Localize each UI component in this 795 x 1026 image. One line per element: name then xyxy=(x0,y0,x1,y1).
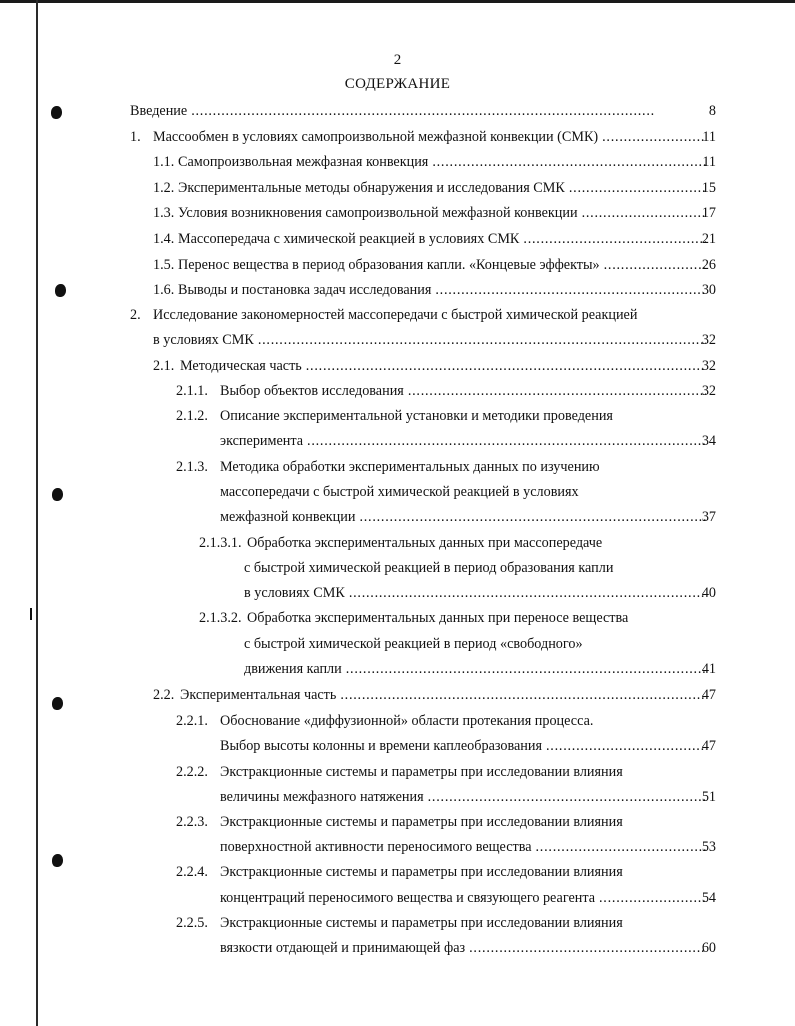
toc-entry-page: 41 xyxy=(701,661,716,677)
toc-entry-number: 1.3. xyxy=(153,205,175,221)
toc-entry-title[interactable]: Исследование закономерностей массопередачи с быстрой химической реакцией xyxy=(153,307,638,323)
toc-entry-number: 2.1.2. xyxy=(176,408,208,424)
toc-entry[interactable] xyxy=(220,938,710,958)
leader-dots xyxy=(432,152,706,172)
toc-entry-title: Массообмен в условиях самопроизвольной межфазной конвекции (СМК) xyxy=(153,129,599,145)
toc-entry-title-continued: в условиях СМК xyxy=(244,585,345,601)
toc-entry-title-continued: Выбор высоты колонны и времени каплеобразования xyxy=(220,738,543,754)
toc-entry-title-continued: с быстрой химической реакцией в период образования капли xyxy=(244,560,614,576)
toc-entry-page: 32 xyxy=(701,383,716,399)
toc-entry-title-continued: в условиях СМК xyxy=(153,332,254,348)
leader-dots xyxy=(604,255,706,275)
toc-entry[interactable] xyxy=(220,736,710,756)
toc-entry-title: Экспериментальная часть xyxy=(180,687,337,703)
toc-entry-title[interactable]: Экстракционные системы и параметры при исследовании влияния xyxy=(220,864,623,880)
toc-entry-title-continued: концентраций переносимого вещества и связующего реагента xyxy=(220,890,596,906)
toc-entry-number: 2.2.5. xyxy=(176,915,208,931)
leader-dots xyxy=(599,888,706,908)
page-title: СОДЕРЖАНИЕ xyxy=(344,76,451,92)
toc-entry-page: 32 xyxy=(701,332,716,348)
toc-entry[interactable] xyxy=(220,431,710,451)
leader-dots xyxy=(307,431,706,451)
toc-entry-number: 2.2. xyxy=(153,687,175,703)
toc-entry-page: 32 xyxy=(701,358,716,374)
toc-entry-title[interactable]: Обработка экспериментальных данных при массопередаче xyxy=(247,535,603,551)
toc-entry-page: 53 xyxy=(701,839,716,855)
leader-dots xyxy=(258,330,706,350)
toc-entry[interactable] xyxy=(180,685,710,705)
toc-entry[interactable] xyxy=(220,888,710,908)
toc-entry-page: 26 xyxy=(701,257,716,273)
toc-entry-page: 54 xyxy=(701,890,716,906)
leader-dots xyxy=(536,837,706,857)
leader-dots xyxy=(602,127,706,147)
toc-entry-number: 2.2.4. xyxy=(176,864,208,880)
leader-dots xyxy=(582,203,706,223)
leader-dots xyxy=(469,938,706,958)
toc-entry-title: Перенос вещества в период образования капли. «Концевые эффекты» xyxy=(178,257,600,273)
toc-entry-page: 37 xyxy=(701,509,716,525)
toc-entry-title: Массопередача с химической реакцией в условиях СМК xyxy=(178,231,520,247)
leader-dots xyxy=(340,685,706,705)
toc-entry-number: 2.2.1. xyxy=(176,713,208,729)
toc-entry-number: 1.5. xyxy=(153,257,175,273)
toc-entry[interactable] xyxy=(130,101,710,121)
toc-entry-title-continued: движения капли xyxy=(244,661,342,677)
toc-entry-title[interactable]: Экстракционные системы и параметры при исследовании влияния xyxy=(220,764,623,780)
toc-entry-number: 1.6. xyxy=(153,282,175,298)
toc-entry-title-continued: эксперимента xyxy=(220,433,304,449)
toc-entry-title[interactable]: Обработка экспериментальных данных при переносе вещества xyxy=(247,610,629,626)
toc-entry[interactable] xyxy=(180,356,710,376)
toc-entry-page: 15 xyxy=(701,180,716,196)
leader-dots xyxy=(349,583,706,603)
toc-entry-title: Выводы и постановка задач исследования xyxy=(178,282,432,298)
toc-entry-number: 2.1.3.1. xyxy=(199,535,242,551)
toc-entry-page: 11 xyxy=(702,129,716,145)
leader-dots xyxy=(346,659,706,679)
toc-entry-title-continued: величины межфазного натяжения xyxy=(220,789,424,805)
toc-entry-title-continued: поверхностной активности переносимого вещества xyxy=(220,839,532,855)
leader-dots xyxy=(569,178,706,198)
toc-entry[interactable] xyxy=(220,837,710,857)
toc-entry-number: 2.2.3. xyxy=(176,814,208,830)
leader-dots xyxy=(359,507,706,527)
toc-entry[interactable] xyxy=(220,381,710,401)
toc-entry[interactable] xyxy=(178,203,710,223)
toc-entry[interactable] xyxy=(153,330,710,350)
toc-entry-number: 1.1. xyxy=(153,154,175,170)
toc-entry-title: Самопроизвольная межфазная конвекция xyxy=(178,154,429,170)
toc-entry[interactable] xyxy=(244,583,710,603)
toc-entry[interactable] xyxy=(178,280,710,300)
leader-dots xyxy=(428,787,706,807)
toc-entry-page: 47 xyxy=(701,738,716,754)
toc-entry-page: 11 xyxy=(702,154,716,170)
toc-entry-title-continued: массопередачи с быстрой химической реакцией в условиях xyxy=(220,484,579,500)
toc-entry-page: 40 xyxy=(701,585,716,601)
toc-entry-page: 34 xyxy=(701,433,716,449)
leader-dots xyxy=(191,101,706,121)
leader-dots xyxy=(306,356,706,376)
toc-entry-title-continued: с быстрой химической реакцией в период «свободного» xyxy=(244,636,583,652)
toc-entry[interactable] xyxy=(244,659,710,679)
toc-entry-title: Выбор объектов исследования xyxy=(220,383,404,399)
toc-entry[interactable] xyxy=(178,152,710,172)
toc-entry-number: 2.2.2. xyxy=(176,764,208,780)
toc-entry-title[interactable]: Экстракционные системы и параметры при исследовании влияния xyxy=(220,814,623,830)
toc-entry-title: Экспериментальные методы обнаружения и исследования СМК xyxy=(178,180,565,196)
toc-entry-title[interactable]: Методика обработки экспериментальных данных по изучению xyxy=(220,459,600,475)
leader-dots xyxy=(408,381,706,401)
toc-entry-page: 47 xyxy=(701,687,716,703)
page-number: 2 xyxy=(393,52,402,68)
toc-entry[interactable] xyxy=(153,127,710,147)
toc-entry-page: 30 xyxy=(701,282,716,298)
toc-entry-title: Методическая часть xyxy=(180,358,302,374)
toc-entry-title-continued: вязкости отдающей и принимающей фаз xyxy=(220,940,466,956)
toc-entry-title: Условия возникновения самопроизвольной межфазной конвекции xyxy=(178,205,578,221)
toc-entry-page: 17 xyxy=(701,205,716,221)
toc-entry-page: 60 xyxy=(701,940,716,956)
toc-entry-number: 2. xyxy=(130,307,141,323)
toc-entry-title[interactable]: Обоснование «диффузионной» области протекания процесса. xyxy=(220,713,594,729)
toc-entry-number: 2.1.3.2. xyxy=(199,610,242,626)
toc-entry-title: Введение xyxy=(130,103,188,119)
toc-entry[interactable] xyxy=(220,787,710,807)
toc-entry[interactable] xyxy=(178,229,710,249)
toc-entry-page: 21 xyxy=(701,231,716,247)
toc-entry-title[interactable]: Описание экспериментальной установки и методики проведения xyxy=(220,408,613,424)
toc-entry-number: 2.1. xyxy=(153,358,175,374)
toc-entry[interactable] xyxy=(220,507,710,527)
toc-entry-title[interactable]: Экстракционные системы и параметры при исследовании влияния xyxy=(220,915,623,931)
toc-entry[interactable] xyxy=(178,255,710,275)
toc-entry[interactable] xyxy=(178,178,710,198)
leader-dots xyxy=(546,736,706,756)
leader-dots xyxy=(435,280,706,300)
toc-entry-page: 8 xyxy=(708,103,716,119)
toc-entry-title-continued: межфазной конвекции xyxy=(220,509,356,525)
toc-entry-number: 1. xyxy=(130,129,141,145)
toc-entry-number: 2.1.1. xyxy=(176,383,208,399)
toc-entry-page: 51 xyxy=(701,789,716,805)
toc-entry-number: 2.1.3. xyxy=(176,459,208,475)
toc-entry-number: 1.4. xyxy=(153,231,175,247)
leader-dots xyxy=(523,229,706,249)
toc-entry-number: 1.2. xyxy=(153,180,175,196)
